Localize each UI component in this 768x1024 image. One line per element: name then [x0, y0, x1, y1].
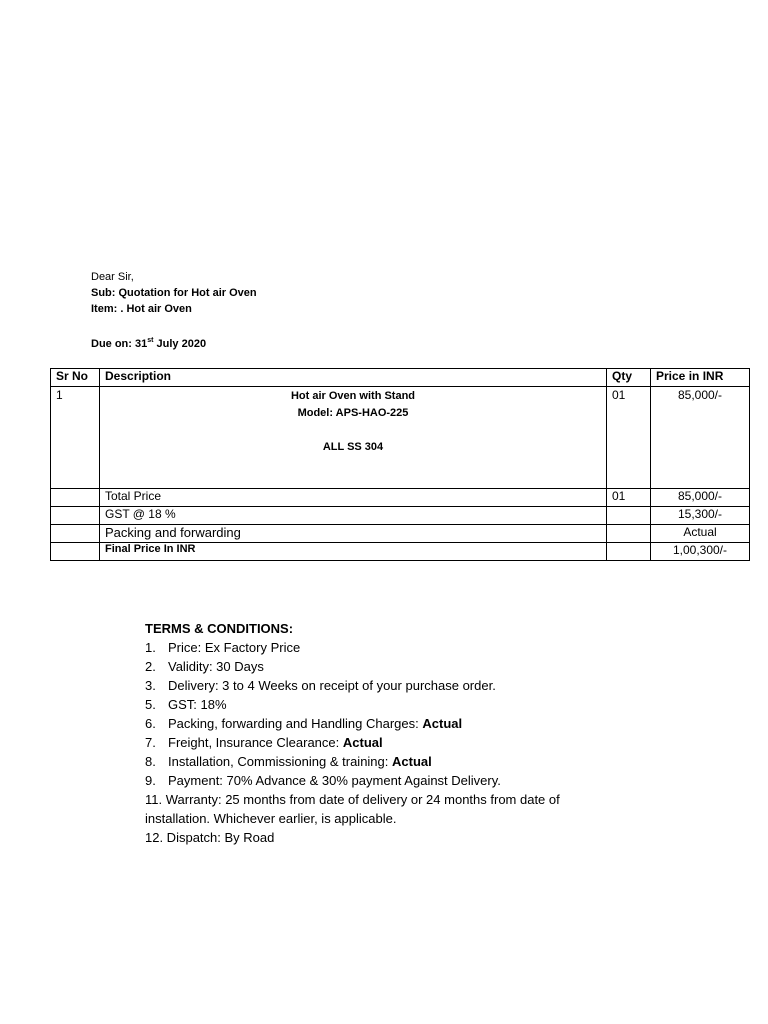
- terms-text: Validity: 30 Days: [168, 659, 264, 674]
- terms-number: 7.: [145, 735, 156, 750]
- salutation: Dear Sir,: [91, 271, 134, 283]
- due-date: [91, 333, 257, 352]
- summary-label: Packing and forwarding: [100, 525, 607, 543]
- table-row: [51, 387, 750, 489]
- summary-price: 85,000/-: [651, 489, 750, 507]
- table-row: [51, 507, 750, 525]
- due-suffix: July 2020: [153, 338, 207, 350]
- header-sr-no: Sr No: [51, 369, 100, 387]
- summary-qty: [607, 507, 651, 525]
- terms-number: 1.: [145, 640, 156, 655]
- table-header-row: [51, 369, 750, 387]
- due-ordinal: st: [147, 337, 154, 344]
- summary-price: 15,300/-: [651, 507, 750, 525]
- terms-item: [145, 733, 615, 752]
- summary-sr: [51, 489, 100, 507]
- due-prefix: Due on: 31: [91, 338, 148, 350]
- summary-label: GST @ 18 %: [100, 507, 607, 525]
- item-desc-line-1: Hot air Oven with Stand: [290, 390, 416, 402]
- terms-item: [145, 714, 615, 733]
- item-price: 85,000/-: [651, 387, 750, 489]
- terms-number: 9.: [145, 773, 156, 788]
- terms-text-bold: Actual: [392, 754, 432, 769]
- item-qty: 01: [607, 387, 651, 489]
- terms-item: [145, 771, 615, 790]
- header-description: Description: [100, 369, 607, 387]
- terms-text: Delivery: 3 to 4 Weeks on receipt of your purchase order.: [168, 678, 496, 693]
- terms-and-conditions: [145, 619, 615, 847]
- terms-number: 5.: [145, 697, 156, 712]
- terms-text: Price: Ex Factory Price: [168, 640, 301, 655]
- item-line: Item: . Hot air Oven: [91, 303, 192, 315]
- terms-text: Payment: 70% Advance & 30% payment Against Delivery.: [168, 773, 501, 788]
- item-desc-line-2: Model: APS-HAO-225: [297, 407, 409, 419]
- summary-sr: [51, 507, 100, 525]
- terms-dispatch: 12. Dispatch: By Road: [145, 830, 275, 845]
- terms-number: 6.: [145, 716, 156, 731]
- subject-line: Sub: Quotation for Hot air Oven: [91, 287, 257, 299]
- terms-item: [145, 657, 615, 676]
- summary-price: 1,00,300/-: [651, 543, 750, 561]
- header-price: Price in INR: [651, 369, 750, 387]
- terms-text: [168, 752, 432, 771]
- terms-number: 2.: [145, 659, 156, 674]
- terms-item: [145, 752, 615, 771]
- terms-text-bold: Actual: [422, 716, 463, 731]
- summary-label: Final Price In INR: [100, 543, 607, 561]
- item-sr-no: 1: [51, 387, 100, 489]
- summary-price: Actual: [651, 525, 750, 543]
- header-qty: Qty: [607, 369, 651, 387]
- summary-qty: 01: [607, 489, 651, 507]
- terms-number: 3.: [145, 678, 156, 693]
- quotation-table: [50, 368, 750, 561]
- terms-text-plain: Installation, Commissioning & training:: [168, 754, 392, 769]
- table-row: [51, 489, 750, 507]
- terms-text-plain: Freight, Insurance Clearance:: [168, 735, 343, 750]
- terms-item: [145, 638, 615, 657]
- terms-warranty: 11. Warranty: 25 months from date of delivery or 24 months from date of installation. Whichever earlier, is applicable.: [145, 792, 560, 826]
- summary-sr: [51, 543, 100, 561]
- terms-number: 8.: [145, 754, 156, 769]
- item-description: [100, 387, 607, 489]
- item-desc-line-3: ALL SS 304: [322, 441, 384, 453]
- terms-text: [168, 733, 383, 752]
- terms-item: [145, 695, 615, 714]
- summary-qty: [607, 543, 651, 561]
- terms-item: [145, 676, 615, 695]
- table-row: [51, 543, 750, 561]
- letter-header: [91, 269, 257, 352]
- terms-text-plain: Packing, forwarding and Handling Charges:: [168, 716, 423, 731]
- summary-qty: [607, 525, 651, 543]
- terms-text-bold: Actual: [342, 735, 383, 750]
- terms-text: [168, 714, 462, 733]
- terms-text: GST: 18%: [168, 697, 227, 712]
- table-row: [51, 525, 750, 543]
- summary-sr: [51, 525, 100, 543]
- summary-label: Total Price: [100, 489, 607, 507]
- terms-title: TERMS & CONDITIONS:: [145, 621, 294, 636]
